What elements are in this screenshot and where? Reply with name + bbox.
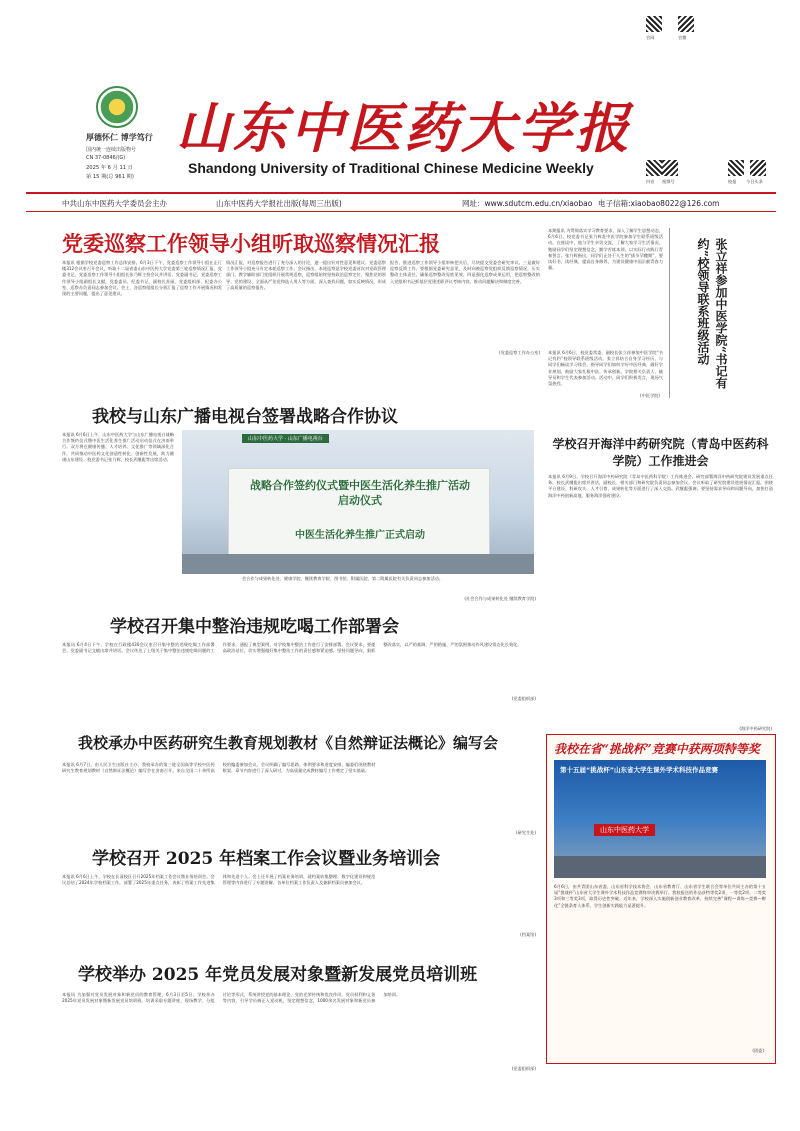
competition-sign: 山东中医药大学: [594, 824, 655, 836]
sidebar-headline: 张立祥参加中医学院“书记有约”校领导联系班级活动: [696, 238, 728, 389]
motto: 厚德怀仁 博学笃行: [86, 132, 153, 142]
article-2-headline: 我校与山东广播电视台签署战略合作协议: [92, 407, 398, 427]
article-6-body: 本报讯 6月6日上午，学校在长清校区召开2025年档案工作会议暨业务培训会。会议总结了2024年学校档案工作，部署了2025年重点任务，表彰了档案工作先进集体和先进个人。会上还开展了档案业务培训，就档案收集整理、数字化建设和规范管理等内容进行了专题讲解。各单位档案工作负责人及兼职档案员参加会议。: [62, 874, 376, 886]
qr-official-wechat[interactable]: [678, 16, 694, 32]
sidebar-source: (中医学院): [639, 393, 660, 398]
article-8-body: 6月6日，由共青团山东省委、山东省科学技术协会、山东省教育厅、山东省学生联合会等单位共同主办的第十五届“挑战杯”山东省大学生课外学术科技作品竞赛终审决赛举行。我校报送的作品获特等奖2项、一等奖2项、二等奖3项和三等奖3项，取得历史性突破。近年来，学校深入实施创新创业教育改革，持续完善“课程—训练—竞赛—孵化”全链条育人体系，学生创新实践能力显著提升。: [554, 884, 766, 908]
article-8-source: (团委): [752, 1048, 764, 1053]
article-8-headline: 我校在省“挑战杯”竞赛中获两项特等奖: [554, 742, 760, 756]
qr-label: 抖音: [646, 179, 655, 184]
qr-label: 视频号: [662, 179, 675, 184]
newspaper-english-title: Shandong University of Traditional Chinese Medicine Weekly: [188, 160, 594, 176]
article-4-source: (党委组织部): [511, 696, 536, 701]
article-1-body-col1: 本报讯 根据学校党委巡察工作总体安排，6月3日下午，党委巡察工作领导小组在正行楼312会议室召开会议，听取十二届省委山东中医药大学党委第三轮巡察情况汇报。党委书记、党委巡察工作领导小组组长张乃辉主持会议并讲话。党委副书记、党委巡察工作领导小组副组长文赋，党委委员、纪委书记、副校长苏丽，党委组织部、纪委办公室、巡察办负责同志参加会议。会上，各巡察组组长分别汇报了巡察工作开展情况和发现的主要问题，提出了意见建议。: [62, 260, 222, 297]
qr-video[interactable]: [662, 160, 678, 176]
stage-floor: [182, 554, 534, 574]
article-7-headline: 学校举办 2025 年党员发展对象暨新发展党员培训班: [78, 965, 478, 985]
masthead: [0, 0, 800, 232]
competition-photo: [554, 760, 766, 878]
website: 网址：www.sdutcm.edu.cn/xiaobao: [462, 199, 593, 208]
article-7-source: (党委组织部): [511, 1066, 536, 1071]
article-5-body: 本报讯 6月7日，由人民卫生出版社主办、我校承办的第三轮全国高等学校中医药研究生教育规划教材《自然辩证法概论》编写会在济南召开。来自全国二十余所高校的编委参加会议。会议明确了编写思路、体例要求和进度安排，编委们围绕教材框架、章节内容进行了深入研讨，为高质量完成教材编写工作奠定了坚实基础。: [62, 762, 376, 774]
masthead-rule-thin: [26, 211, 776, 212]
article-1-source: (党委巡察工作办公室): [499, 350, 540, 355]
article-5-headline: 我校承办中医药研究生教育规划教材《自然辩证法概论》编写会: [78, 734, 499, 752]
article-3-headline: 学校召开海洋中药研究院（青岛中医药科学院）工作推进会: [552, 437, 769, 468]
qr-label: 校报: [728, 179, 737, 184]
qr-official-site[interactable]: [646, 16, 662, 32]
email: 电子信箱:xiaobao8022@126.com: [598, 199, 720, 208]
article-3-body: 本报讯 6月9日，学校召开海洋中药研究院（青岛中医药科学院）工作推进会。研究部署海洋中药研究院建设发展重点任务。校长武继彪出席并讲话，副校长、相关部门和研究院负责同志参加会议。会议听取了研究院建设进展情况汇报，围绕平台建设、科研攻关、人才引育、成果转化等方面进行了深入交流。武继彪强调，要坚持需求导向和问题导向，加快打造海洋中药创新高地，服务海洋强省建设。: [548, 474, 773, 498]
signing-ceremony-photo: [182, 430, 534, 574]
qr-label: 官微: [678, 35, 687, 40]
photo-ground: [554, 856, 766, 878]
article-6-headline: 学校召开 2025 年档案工作会议暨业务培训会: [92, 849, 441, 869]
article-6-source: (档案馆): [520, 932, 536, 937]
newspaper-title: 山东中医药大学报: [176, 96, 632, 160]
university-emblem: [96, 86, 138, 128]
qr-toutiao[interactable]: [750, 160, 766, 176]
sidebar-body: 本报讯 6月6日，校党委常委、副校长张立祥参加中医学院“书记有约”校领导联系班级活动。张立祥结合自身学习经历，与同学们畅谈学习体会，指导同学们如何学好中医经典、做好学业规划，鼓励大家扎根中医、传承创新。学院相关负责人、辅导员和学生代表参加活动。活动中，同学们积极发言，现场气氛热烈。: [548, 350, 663, 387]
article-4-body: 本报讯 6月4日下午，学校在行政楼430会议室召开集中整治违规吃喝工作部署会。党委副书记文赋出席并讲话。会议传达了上级关于集中整治违规吃喝问题的工作要求，通报了典型案例，对学校集中整治工作进行了安排部署。会议要求，要提高政治站位，切实增强做好集中整治工作的责任感和紧迫感，坚持问题导向，狠抓整改落实，以严的基调、严的措施、严的氛围推动作风建设常态化长效化。: [62, 642, 522, 654]
stage-launch-text: 中医生活化养生推广正式启动: [295, 530, 425, 541]
cn-number-label: 国内统一连续出版物号: [86, 147, 137, 153]
sidebar-divider: [669, 228, 670, 398]
article-7-body: 本报讯 为加强对党员发展对象和新党员的教育管理，6月3日至5日，学校举办2025年党员发展对象暨新发展党员培训班。培训采取专题讲座、现场教学、分组讨论等形式，系统讲授党的基本理论、党的光荣传统和优良作风、党员权利和义务等内容，引导学员端正入党动机，坚定理想信念，1000余名发展对象和新党员参加培训。: [62, 992, 401, 1004]
masthead-rule: [26, 192, 776, 194]
article-1-body-col3: 报告，推进巡察工作领导小组审核把关后，尽快提交党委会研究审议。三是做好巡察反馈工作。要根据党委研究意见，及时向被巡察党组织反馈巡察情况，压实整改主体责任，确保巡察整改见底见效。四是强化巡察成果运用，把巡察整改纳入党组织书记抓基层党建述职评议考核内容，推动问题解决和制度完善。: [390, 260, 540, 284]
article-1-body-col2: 情况汇报，对巡察报告进行了充分深入的讨论，逐一提出针对性意见和建议。党委巡察工作领导小组充分肯定本轮巡察工作。会议指出，本轮巡察是学校党委首次对党政管理部门、教学辅助部门党组织开展常规巡察，巡察组始终坚持政治巡察定位，聚焦党的领导、党的建设、全面从严治党和选人用人等方面，深入查找问题，如实反映情况，形成了高质量的巡察报告。: [226, 260, 386, 290]
qr-douyin[interactable]: [646, 160, 662, 176]
qr-label: 官网: [646, 35, 655, 40]
publisher: 山东中医药大学报社出版(每周三出版): [216, 199, 342, 208]
sponsor: 中共山东中医药大学委员会主办: [62, 199, 167, 208]
article-5-source: (研究生处): [515, 830, 536, 835]
cn-code: CN 37-0846/(G): [86, 155, 126, 161]
article-4-headline: 学校召开集中整治违规吃喝工作部署会: [110, 617, 399, 637]
article-2-right-text: 会合作与成果转化处、健康学院、继续教育学院、图书馆、附属医院、第二附属医院有关负责同志参加活动。: [242, 576, 444, 581]
stage-banner: 战略合作签约仪式暨中医生活化养生推广活动启动仪式: [250, 479, 470, 507]
article-2-source: (社会合作与成果转化处 继续教育学院): [464, 596, 536, 601]
article-1-side-text: 本期报讯 为贯彻落实学习教育要求，深入了解学生思想动态，6月6日，校党委书记张乃辉赴中医学院参加学生联系班级活动。在座谈中，他与学生亲切交流，了解大家学习生活情况，勉励同学们坚定理想信念，勤学苦练本领，以实际行动践行青春誓言。张乃辉指出，同学们正处于人生的“拔节孕穗期”，要读好书、读经典、提高自身修养，为建设健康中国贡献青春力量。: [548, 228, 663, 271]
article-2-body: 本报讯 6月6日上午，山东中医药大学与山东广播电视台战略合作签约仪式暨中医生活化养生推广活动启动仪式在济南举行。双方将在健康传播、人才培养、文化推广等领域深化合作，共同推动中医药文化创造性转化、创新性发展，助力健康山东建设。校党委书记张乃辉、校长武继彪等出席活动。: [62, 432, 174, 462]
photo-sign: 山东中医药大学 · 山东广播电视台: [242, 434, 329, 443]
competition-banner: 第十五届“挑战杯”山东省大学生课外学术科技作品竞赛: [560, 766, 719, 774]
article-1-headline: 党委巡察工作领导小组听取巡察情况汇报: [62, 231, 440, 256]
issue-date: 2025 年 6 月 11 日: [86, 165, 133, 171]
issue-number: 第 15 期(总 961 期): [86, 174, 134, 180]
qr-paper[interactable]: [728, 160, 744, 176]
qr-label: 今日头条: [746, 179, 763, 184]
article-3-source: (海洋中药研究院): [739, 726, 772, 731]
